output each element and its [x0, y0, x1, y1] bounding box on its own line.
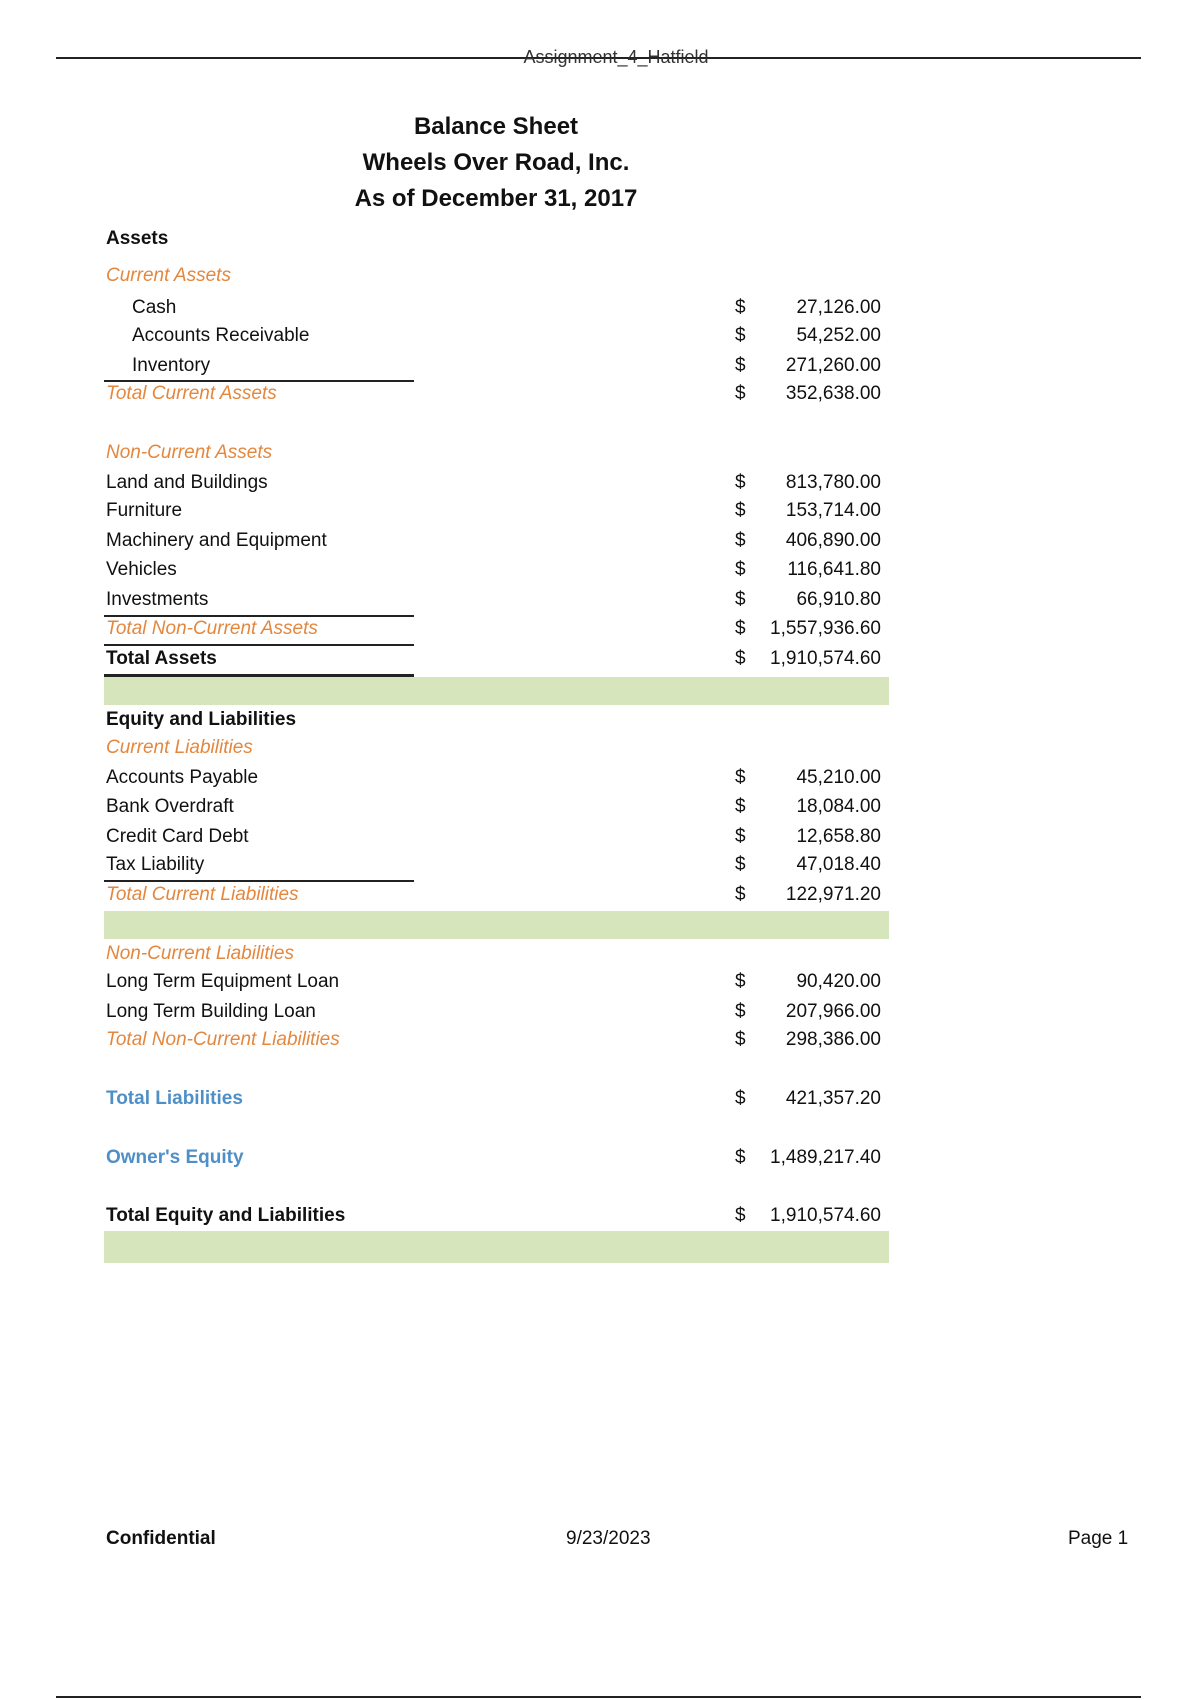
non-current-assets-heading-row	[106, 439, 891, 467]
currency-symbol: $	[735, 854, 746, 875]
company-name: Wheels Over Road, Inc.	[362, 149, 630, 176]
total-current-liabilities-amount: 122,971.20	[785, 884, 881, 905]
owners-equity-row	[106, 1144, 891, 1172]
currency-symbol: $	[735, 472, 746, 493]
currency-symbol: $	[735, 1205, 746, 1226]
footer-page-number: Page 1	[1068, 1528, 1129, 1549]
currency-symbol: $	[735, 383, 746, 404]
row-amount: 12,658.80	[796, 826, 881, 847]
total-non-current-assets-label: Total Non-Current Assets	[106, 618, 318, 639]
row-label: Land and Buildings	[106, 472, 268, 493]
current-liabilities-heading: Current Liabilities	[106, 737, 253, 758]
row-label: Machinery and Equipment	[106, 530, 327, 551]
table-row	[106, 294, 891, 322]
total-assets-label: Total Assets	[106, 648, 217, 669]
current-liabilities-heading-row	[106, 734, 891, 762]
row-amount: 153,714.00	[785, 500, 881, 521]
table-row	[106, 586, 891, 614]
row-label: Long Term Equipment Loan	[106, 971, 340, 992]
total-current-liabilities-row	[106, 881, 891, 909]
total-current-liabilities-label: Total Current Liabilities	[106, 884, 299, 905]
currency-symbol: $	[735, 530, 746, 551]
currency-symbol: $	[735, 1147, 746, 1168]
separator-band	[104, 911, 889, 939]
row-amount: 116,641.80	[787, 559, 881, 580]
currency-symbol: $	[735, 618, 746, 639]
currency-symbol: $	[735, 297, 746, 318]
current-assets-heading-row	[106, 262, 891, 290]
currency-symbol: $	[735, 796, 746, 817]
table-row	[106, 998, 891, 1026]
total-non-current-liabilities-amount: 298,386.00	[785, 1029, 881, 1050]
currency-symbol: $	[735, 589, 746, 610]
currency-symbol: $	[735, 826, 746, 847]
total-liabilities-amount: 421,357.20	[785, 1088, 881, 1109]
sheet-date: As of December 31, 2017	[354, 185, 638, 212]
currency-symbol: $	[735, 767, 746, 788]
table-row	[106, 527, 891, 555]
currency-symbol: $	[735, 971, 746, 992]
total-current-assets-row	[106, 380, 891, 408]
currency-symbol: $	[735, 1001, 746, 1022]
currency-symbol: $	[735, 1088, 746, 1109]
table-row	[106, 497, 891, 525]
total-equity-liabilities-amount: 1,910,574.60	[770, 1205, 881, 1226]
row-amount: 18,084.00	[796, 796, 881, 817]
currency-symbol: $	[735, 648, 746, 669]
row-amount: 47,018.40	[796, 854, 881, 875]
row-amount: 54,252.00	[796, 325, 881, 346]
total-current-assets-amount: 352,638.00	[785, 383, 881, 404]
row-label: Tax Liability	[106, 854, 205, 875]
non-current-liabilities-heading-row	[106, 940, 891, 968]
assets-heading-row	[106, 225, 891, 253]
currency-symbol: $	[735, 1029, 746, 1050]
footer-rule	[56, 1696, 1141, 1698]
table-row	[106, 556, 891, 584]
currency-symbol: $	[735, 355, 746, 376]
owners-equity-amount: 1,489,217.40	[770, 1147, 881, 1168]
assets-heading: Assets	[106, 228, 169, 249]
table-row	[106, 352, 891, 380]
separator-band	[104, 677, 889, 705]
total-current-assets-label: Total Current Assets	[106, 383, 277, 404]
total-non-current-liabilities-row	[106, 1026, 891, 1054]
total-liabilities-label: Total Liabilities	[106, 1088, 243, 1109]
table-row	[106, 823, 891, 851]
current-assets-heading: Current Assets	[106, 265, 231, 286]
table-row	[106, 469, 891, 497]
page-header: Assignment_4_Hatfield	[523, 47, 709, 67]
footer-confidential: Confidential	[106, 1528, 216, 1549]
row-amount: 90,420.00	[796, 971, 881, 992]
total-liabilities-row	[106, 1085, 891, 1113]
row-label: Credit Card Debt	[106, 826, 249, 847]
currency-symbol: $	[735, 559, 746, 580]
row-label: Vehicles	[106, 559, 177, 580]
row-amount: 813,780.00	[785, 472, 881, 493]
non-current-liabilities-heading: Non-Current Liabilities	[106, 943, 294, 964]
row-amount: 27,126.00	[796, 297, 881, 318]
separator-band	[104, 1231, 889, 1263]
total-non-current-assets-amount: 1,557,936.60	[770, 618, 881, 639]
footer-date: 9/23/2023	[566, 1528, 651, 1549]
table-row	[106, 851, 891, 879]
row-label: Accounts Receivable	[132, 325, 310, 346]
row-label: Furniture	[106, 500, 183, 521]
currency-symbol: $	[735, 325, 746, 346]
total-non-current-assets-row	[106, 615, 891, 643]
row-label: Accounts Payable	[106, 767, 259, 788]
currency-symbol: $	[735, 884, 746, 905]
currency-symbol: $	[735, 500, 746, 521]
total-non-current-liabilities-label: Total Non-Current Liabilities	[106, 1029, 340, 1050]
total-equity-liabilities-label: Total Equity and Liabilities	[106, 1205, 346, 1226]
owners-equity-label: Owner's Equity	[106, 1147, 244, 1168]
table-row	[106, 968, 891, 996]
table-row	[106, 764, 891, 792]
non-current-assets-heading: Non-Current Assets	[106, 442, 273, 463]
row-label: Long Term Building Loan	[106, 1001, 316, 1022]
row-label: Cash	[132, 297, 177, 318]
total-equity-liabilities-row	[106, 1202, 891, 1230]
equity-liabilities-heading: Equity and Liabilities	[106, 709, 297, 730]
table-row	[106, 322, 891, 350]
equity-liabilities-heading-row	[106, 706, 891, 734]
table-row	[106, 793, 891, 821]
row-amount: 66,910.80	[796, 589, 881, 610]
row-label: Bank Overdraft	[106, 796, 234, 817]
row-amount: 271,260.00	[785, 355, 881, 376]
row-amount: 406,890.00	[785, 530, 881, 551]
row-label: Inventory	[132, 355, 211, 376]
row-amount: 207,966.00	[785, 1001, 881, 1022]
total-assets-amount: 1,910,574.60	[770, 648, 881, 669]
row-amount: 45,210.00	[796, 767, 881, 788]
total-assets-row	[106, 645, 891, 673]
row-label: Investments	[106, 589, 209, 610]
sheet-title: Balance Sheet	[413, 113, 579, 140]
